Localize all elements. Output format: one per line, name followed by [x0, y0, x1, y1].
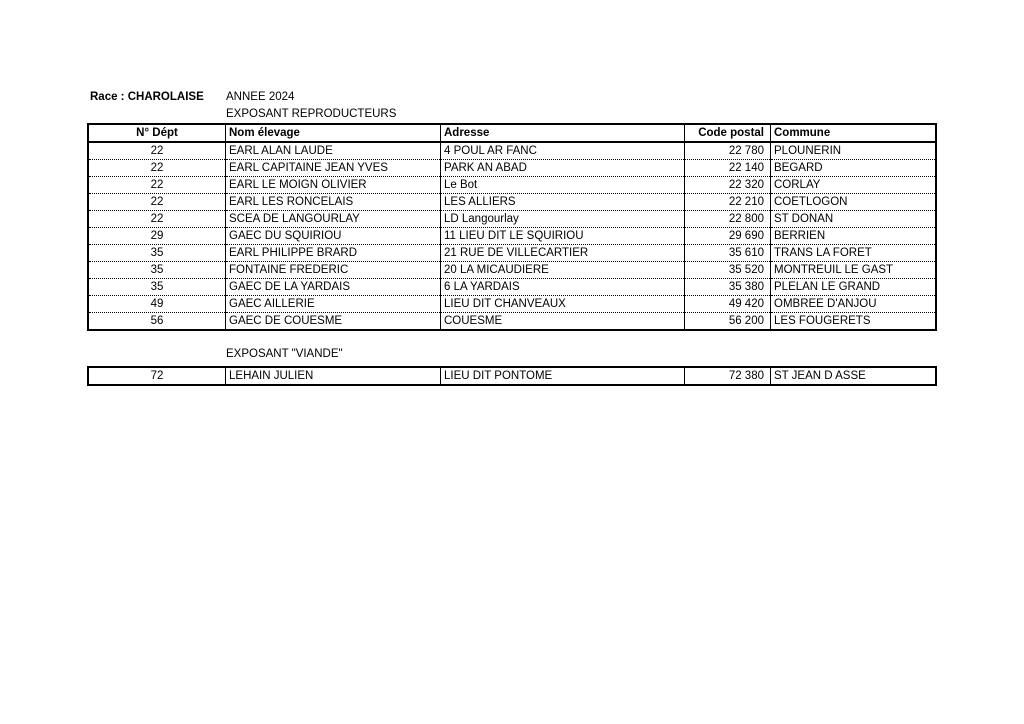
- cell-nom: LEHAIN JULIEN: [226, 367, 441, 385]
- cell-commune: CORLAY: [771, 177, 937, 194]
- cell-dept: 56: [150, 315, 164, 327]
- cell-dept: 29: [88, 228, 226, 245]
- section-viande-label: EXPOSANT "VIANDE": [226, 348, 343, 360]
- cell-dept: 22: [88, 160, 226, 177]
- column-header-nom: Nom élevage: [226, 124, 441, 142]
- cell-nom: EARL LES RONCELAIS: [226, 194, 441, 211]
- table-row: [88, 177, 936, 194]
- cell-commune: MONTREUIL LE GAST: [771, 262, 937, 279]
- cell-commune: PLELAN LE GRAND: [771, 279, 937, 296]
- year-label: ANNEE 2024: [226, 91, 295, 103]
- cell-nom: GAEC DE COUESME: [226, 313, 441, 331]
- cell-dept: 35: [88, 279, 226, 296]
- cell-dept: 22: [88, 177, 226, 194]
- table-row: [88, 262, 936, 279]
- cell-adresse: 6 LA YARDAIS: [441, 279, 685, 296]
- cell-code-postal: 35 610: [685, 245, 771, 262]
- cell-commune: PLOUNERIN: [771, 142, 937, 160]
- cell-commune: LES FOUGERETS: [771, 313, 937, 331]
- column-header-adresse: Adresse: [441, 124, 685, 142]
- race-label: Race : CHAROLAISE: [90, 91, 204, 103]
- table-row: [88, 313, 936, 331]
- cell-code-postal: 56 200: [685, 313, 771, 331]
- cell-adresse: LIEU DIT PONTOME: [441, 367, 685, 385]
- cell-adresse: LD Langourlay: [441, 211, 685, 228]
- cell-code-postal: 22 780: [685, 142, 771, 160]
- table-row: [88, 367, 936, 385]
- cell-nom: GAEC DU SQUIRIOU: [226, 228, 441, 245]
- cell-dept: 35: [88, 245, 226, 262]
- cell-code-postal: 22 320: [685, 177, 771, 194]
- cell-code-postal: 49 420: [685, 296, 771, 313]
- cell-adresse: PARK AN ABAD: [441, 160, 685, 177]
- cell-commune: BEGARD: [771, 160, 937, 177]
- cell-code-postal: 72 380: [685, 367, 771, 385]
- cell-dept: 22: [88, 142, 226, 160]
- cell-nom: EARL LE MOIGN OLIVIER: [226, 177, 441, 194]
- cell-nom: SCEA DE LANGOURLAY: [226, 211, 441, 228]
- cell-adresse: 11 LIEU DIT LE SQUIRIOU: [441, 228, 685, 245]
- column-header-code-postal: Code postal: [685, 124, 771, 142]
- table-row: [88, 279, 936, 296]
- table-row: [88, 211, 936, 228]
- cell-adresse: LIEU DIT CHANVEAUX: [441, 296, 685, 313]
- cell-adresse: 21 RUE DE VILLECARTIER: [441, 245, 685, 262]
- cell-nom: GAEC DE LA YARDAIS: [226, 279, 441, 296]
- cell-dept: 35: [88, 262, 226, 279]
- table-row: [88, 142, 936, 160]
- table-row: [88, 245, 936, 262]
- cell-dept: 49: [88, 296, 226, 313]
- cell-adresse: 20 LA MICAUDIERE: [441, 262, 685, 279]
- cell-adresse: COUESME: [441, 313, 685, 331]
- cell-nom: FONTAINE FREDERIC: [226, 262, 441, 279]
- cell-adresse: LES ALLIERS: [441, 194, 685, 211]
- cell-code-postal: 35 520: [685, 262, 771, 279]
- cell-adresse: 4 POUL AR FANC: [441, 142, 685, 160]
- cell-nom: GAEC AILLERIE: [226, 296, 441, 313]
- cell-nom: EARL CAPITAINE JEAN YVES: [226, 160, 441, 177]
- cell-code-postal: 22 210: [685, 194, 771, 211]
- cell-commune: OMBREE D'ANJOU: [771, 296, 937, 313]
- cell-commune: BERRIEN: [771, 228, 937, 245]
- table-row: [88, 194, 936, 211]
- cell-dept: 72: [150, 370, 164, 382]
- reproducteurs-table: [87, 123, 937, 331]
- cell-dept: 22: [88, 194, 226, 211]
- column-header-commune: Commune: [771, 124, 937, 142]
- cell-commune: COETLOGON: [771, 194, 937, 211]
- cell-commune: ST JEAN D ASSE: [771, 367, 937, 385]
- table-row: [88, 228, 936, 245]
- table-header-row: [88, 124, 936, 142]
- cell-code-postal: 35 380: [685, 279, 771, 296]
- cell-commune: TRANS LA FORET: [771, 245, 937, 262]
- cell-code-postal: 29 690: [685, 228, 771, 245]
- column-header-dept: N° Dépt: [88, 124, 226, 142]
- cell-dept: 22: [88, 211, 226, 228]
- table-row: [88, 160, 936, 177]
- table-row: [88, 296, 936, 313]
- viande-table: [87, 366, 937, 386]
- cell-code-postal: 22 800: [685, 211, 771, 228]
- cell-nom: EARL ALAN LAUDE: [226, 142, 441, 160]
- cell-commune: ST DONAN: [771, 211, 937, 228]
- section-reproducteurs-label: EXPOSANT REPRODUCTEURS: [226, 108, 397, 120]
- cell-code-postal: 22 140: [685, 160, 771, 177]
- cell-nom: EARL PHILIPPE BRARD: [226, 245, 441, 262]
- cell-adresse: Le Bot: [441, 177, 685, 194]
